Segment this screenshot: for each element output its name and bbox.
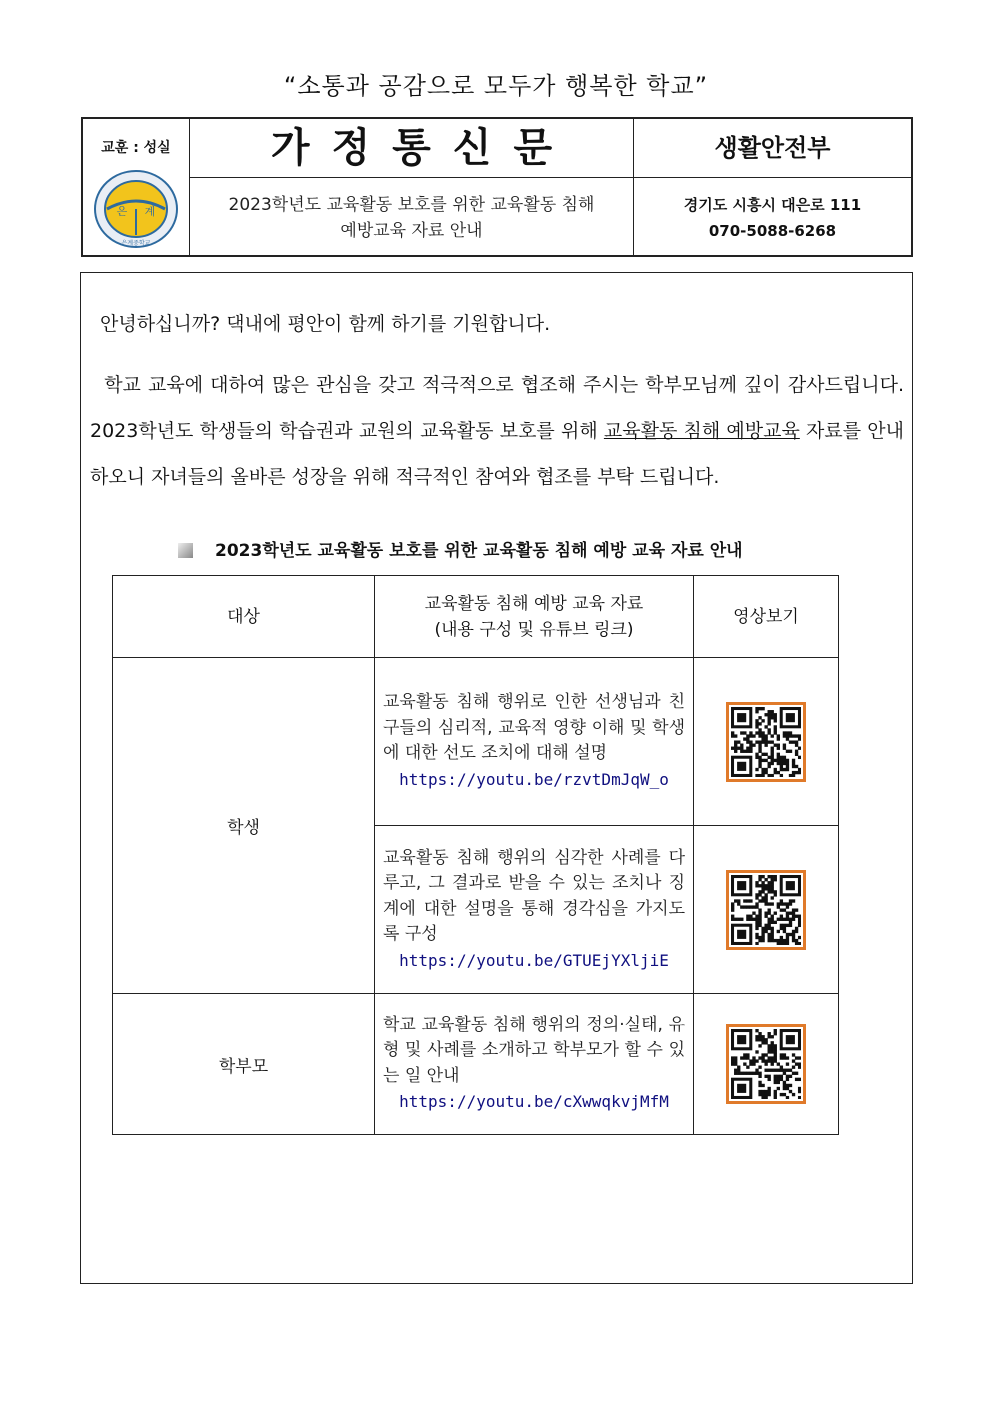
table-header-row [113, 576, 839, 658]
material-cell [375, 826, 694, 994]
logo-text-left: 은 [116, 205, 128, 218]
header-material-line-1: 교육활동 침해 예방 교육 자료 [424, 593, 644, 614]
qr-code-icon[interactable] [726, 870, 806, 950]
qr-cell [694, 658, 839, 826]
section-title-text: 2023학년도 교육활동 보호를 위한 교육활동 침해 예방 교육 자료 안내 [215, 541, 743, 561]
intro-text-1: 학교 교육에 대하여 많은 관심을 갖고 적극적으로 협조해 주시는 학부모님께 깊이 감사드립니다. 2023학년도 학생들의 학습권과 교원의 교육활동 보호를 위해 [90, 374, 904, 442]
header-target: 대상 [113, 576, 375, 658]
header-video: 영상보기 [694, 576, 839, 658]
youtube-link[interactable]: https://youtu.be/rzvtDmJqW_o [399, 769, 669, 789]
department-cell [634, 119, 911, 178]
department-name: 생활안전부 [714, 134, 831, 162]
intro-text-2: 자료를 안내하오니 자녀들의 올바른 성장을 위해 적극적인 참여와 협조를 부탁 드립니다. [90, 420, 904, 488]
material-description: 교육활동 침해 행위의 심각한 사례를 다루고, 그 결과로 받을 수 있는 조치나 징계에 대한 설명을 통해 경각심을 가지도록 구성 [383, 847, 685, 944]
school-slogan: “소통과 공감으로 모두가 행복한 학교” [283, 72, 709, 100]
header-material-line-2: (내용 구성 및 유튜브 링크) [434, 619, 634, 640]
section-title [178, 536, 743, 561]
materials-table [112, 575, 839, 1135]
material-description: 학교 교육활동 침해 행위의 정의·실태, 유형 및 사례를 소개하고 학부모가 할 수 있는 일 안내 [383, 1014, 685, 1086]
school-motto: 교훈 : 성실 [101, 140, 171, 156]
logo-text-right: 계 [144, 205, 156, 218]
table-row [113, 994, 839, 1135]
target-parents: 학부모 [113, 994, 375, 1135]
qr-code-icon[interactable] [726, 702, 806, 782]
qr-cell [694, 994, 839, 1135]
subject-line-2: 예방교육 자료 안내 [340, 221, 483, 241]
letter-title: 가정통신문 [270, 125, 575, 171]
youtube-link[interactable]: https://youtu.be/cXwwqkvjMfM [399, 1092, 669, 1112]
title-cell [190, 119, 634, 178]
material-cell [375, 994, 694, 1135]
qr-cell [694, 826, 839, 994]
school-logo-icon [93, 169, 179, 249]
letter-header [81, 117, 913, 257]
logo-bottom-text: 은계중학교 [121, 240, 151, 247]
subject-cell [190, 178, 634, 255]
qr-code-icon[interactable] [726, 1024, 806, 1104]
intro-underlined: 교육활동 침해 예방교육 [603, 420, 800, 442]
material-description: 교육활동 침해 행위로 인한 선생님과 친구들의 심리적, 교육적 영향 이해 및 학생에 대한 선도 조치에 대해 설명 [383, 692, 685, 764]
school-phone: 070-5088-6268 [708, 222, 837, 240]
table-row [113, 658, 839, 826]
subject-line-1: 2023학년도 교육활동 보호를 위한 교육활동 침해 [228, 195, 595, 215]
target-students: 학생 [113, 658, 375, 994]
greeting: 안녕하십니까? 댁내에 평안이 함께 하기를 기원합니다. [100, 313, 551, 335]
youtube-link[interactable]: https://youtu.be/GTUEjYXljiE [399, 950, 669, 970]
bullet-square-icon [178, 543, 193, 558]
intro-paragraph [90, 362, 904, 500]
material-cell [375, 658, 694, 826]
school-address: 경기도 시흥시 대은로 111 [683, 196, 862, 214]
school-motto-cell [83, 119, 190, 255]
header-material [375, 576, 694, 658]
contact-cell [634, 178, 911, 255]
